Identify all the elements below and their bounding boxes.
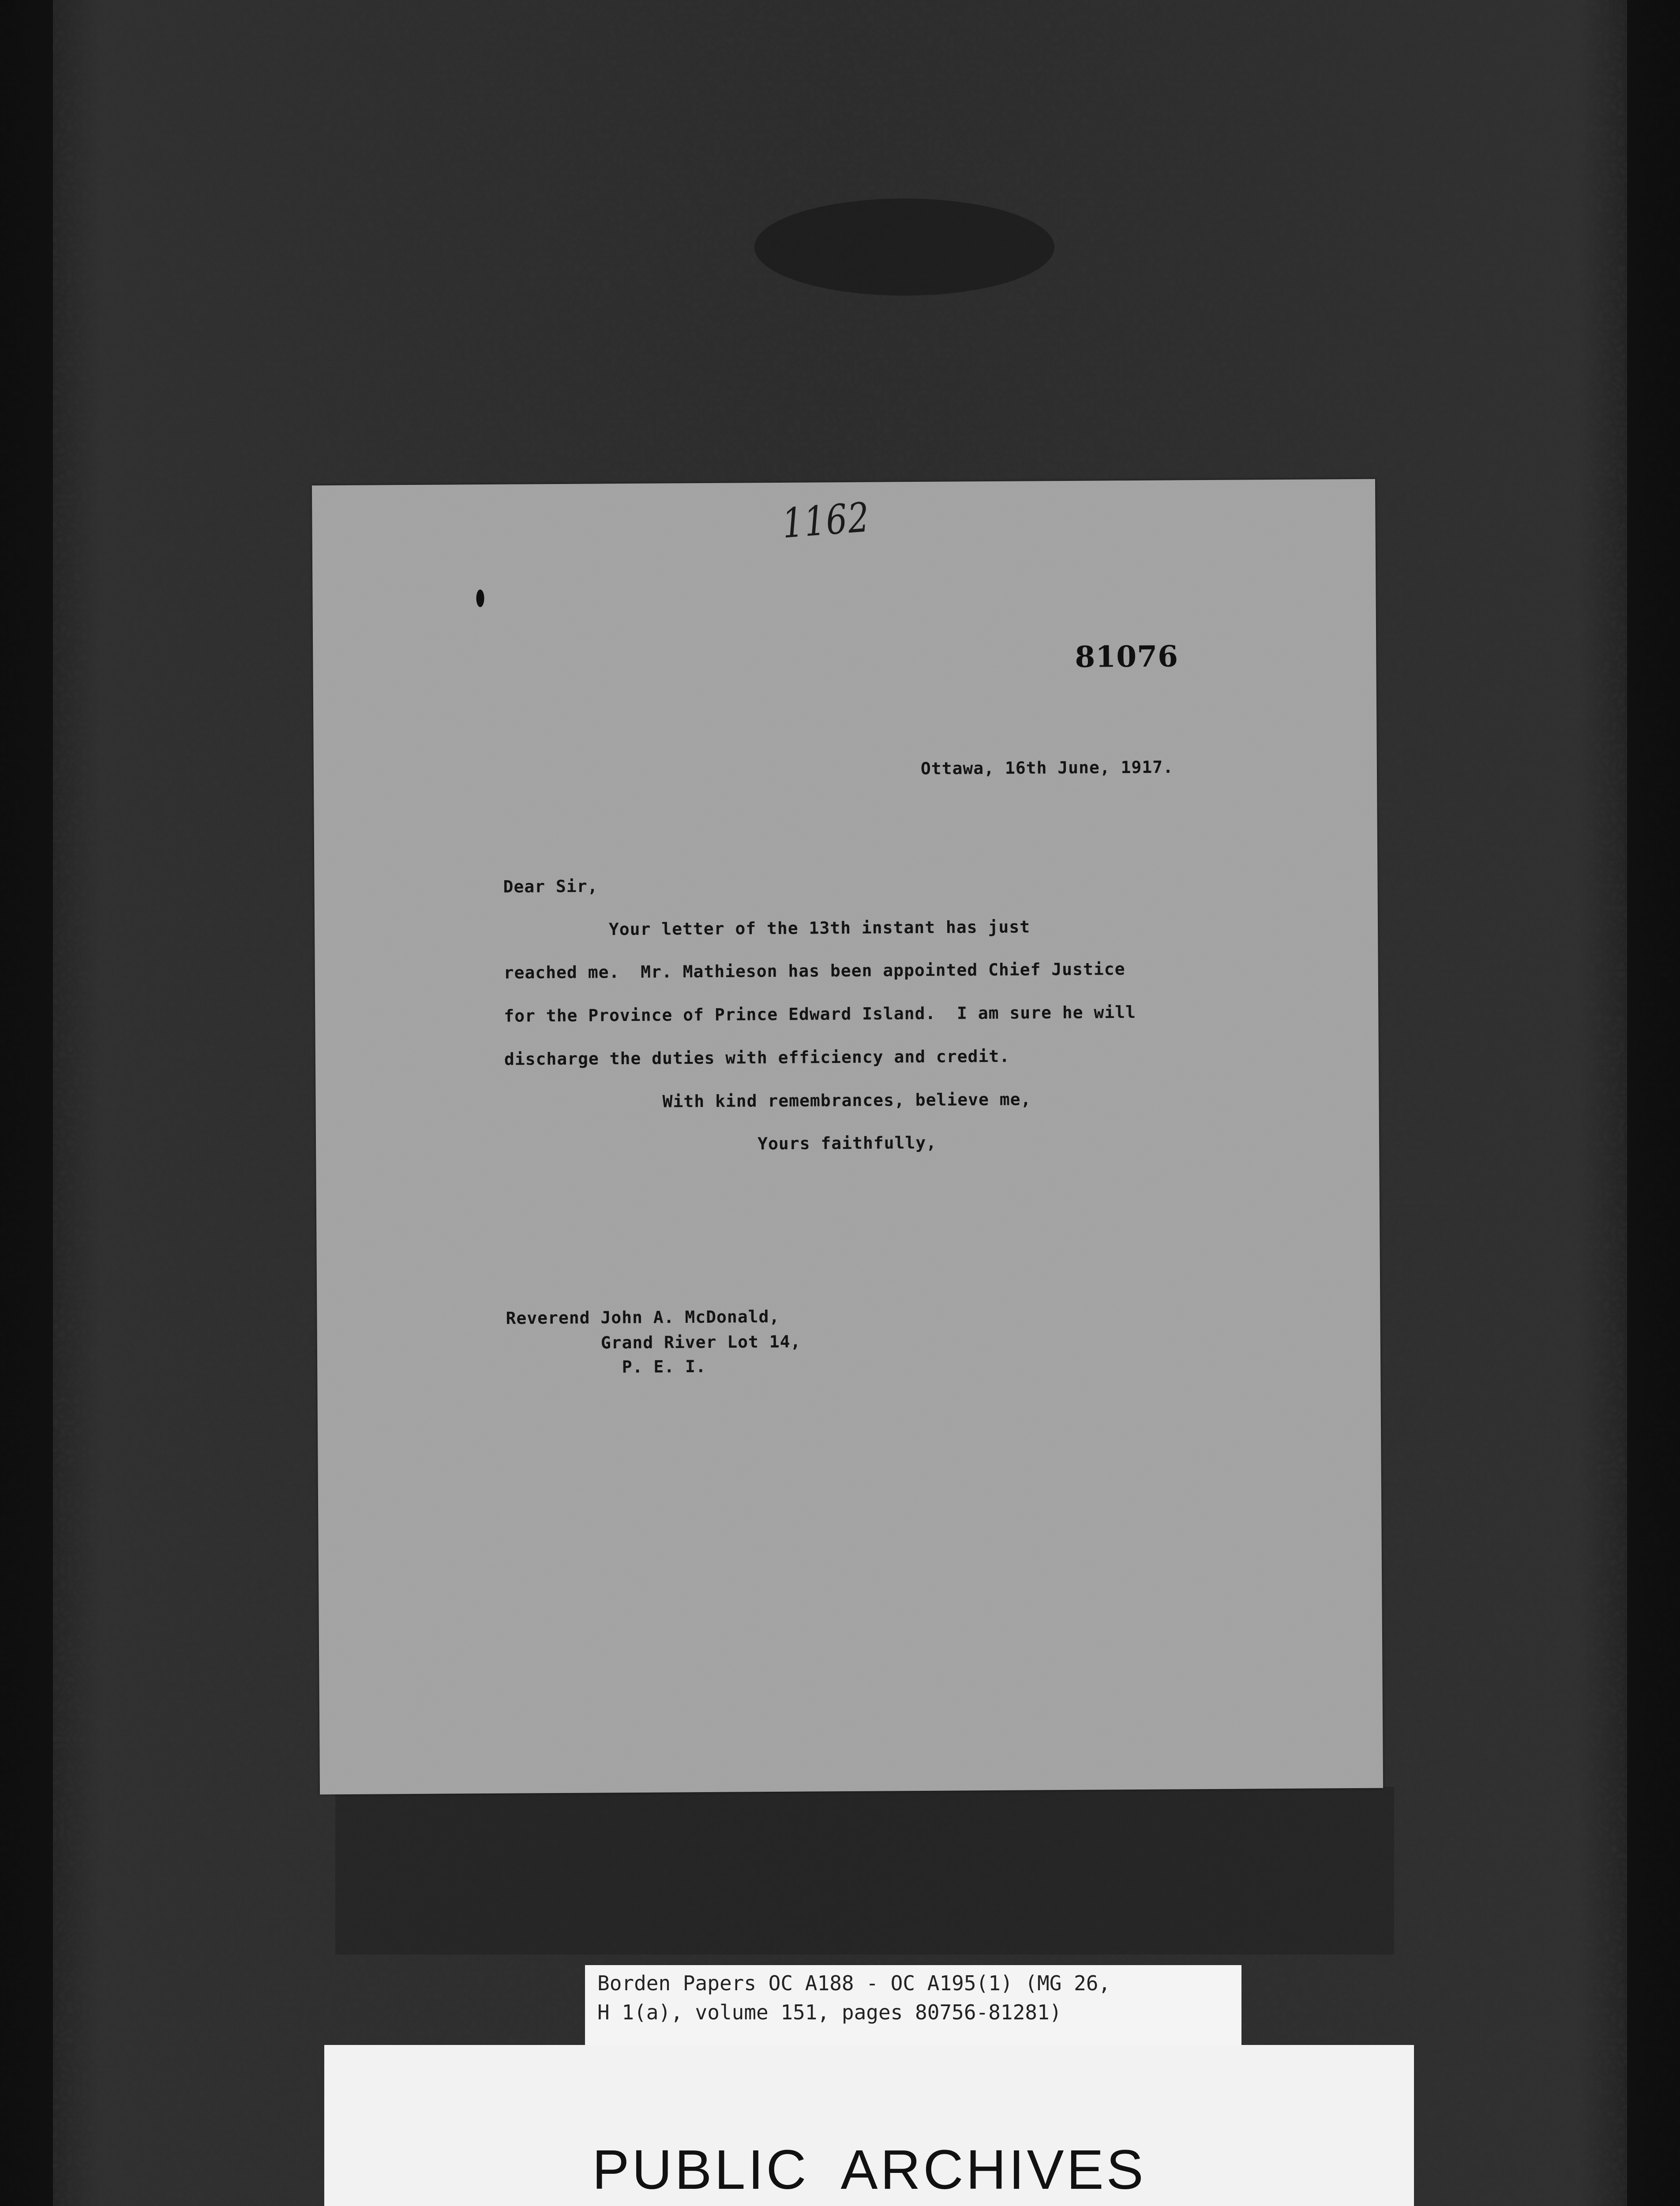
date-line: Ottawa, 16th June, 1917. xyxy=(921,757,1174,778)
address-line: Grand River Lot 14, xyxy=(506,1332,801,1353)
body-line: Your letter of the 13th instant has just xyxy=(503,917,1030,939)
body-line: discharge the duties with efficiency and credit. xyxy=(504,1047,1010,1069)
closing: Yours faithfully, xyxy=(505,1133,937,1155)
reference-line: H 1(a), volume 151, pages 80756-81281) xyxy=(597,2000,1061,2024)
address-line: P. E. I. xyxy=(506,1357,706,1377)
label-english: PUBLIC ARCHIVES xyxy=(324,2138,1414,2202)
address-line: Reverend John A. McDonald, xyxy=(506,1307,780,1328)
salutation: Dear Sir, xyxy=(503,876,598,896)
body-line: With kind remembrances, believe me, xyxy=(504,1089,1031,1112)
reference-line: Borden Papers OC A188 - OC A195(1) (MG 26, xyxy=(597,1971,1110,1995)
handwritten-page-number: 1162 xyxy=(780,494,871,548)
body-line: for the Province of Prince Edward Island. I am sure he will xyxy=(504,1002,1136,1026)
document-number: 81076 xyxy=(1075,639,1178,674)
body-line: reached me. Mr. Mathieson has been appointed Chief Justice xyxy=(504,959,1125,983)
